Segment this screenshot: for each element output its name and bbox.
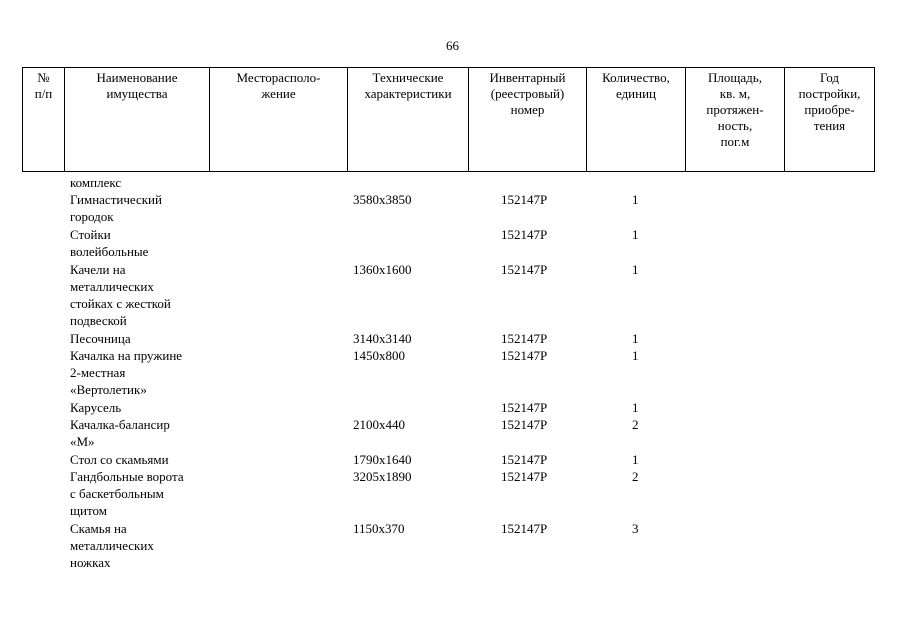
header-inventory: Инвентарный (реестровый) номер xyxy=(469,68,587,171)
item-quantity: 1 xyxy=(632,400,639,415)
item-tech: 2100x440 xyxy=(353,417,405,432)
item-inventory: 152147Р xyxy=(501,469,548,484)
item-name: комплекс xyxy=(70,175,122,190)
table-header xyxy=(22,67,875,172)
item-name: Гандбольные ворота с баскетбольным щитом xyxy=(70,469,184,518)
item-inventory: 152147Р xyxy=(501,521,548,536)
item-quantity: 2 xyxy=(632,469,639,484)
item-inventory: 152147Р xyxy=(501,262,548,277)
page-number: 66 xyxy=(446,38,459,53)
item-tech: 3140x3140 xyxy=(353,331,412,346)
item-quantity: 1 xyxy=(632,262,639,277)
item-name: Песочница xyxy=(70,331,131,346)
item-name: Качалка-балансир «М» xyxy=(70,417,170,449)
item-inventory: 152147Р xyxy=(501,348,548,363)
item-inventory: 152147Р xyxy=(501,417,548,432)
item-name: Скамья на металлических ножках xyxy=(70,521,154,570)
item-name: Качели на металлических стойках с жесткой подвеской xyxy=(70,262,171,328)
item-inventory: 152147Р xyxy=(501,452,548,467)
item-quantity: 1 xyxy=(632,227,639,242)
item-tech: 1150x370 xyxy=(353,521,405,536)
item-inventory: 152147Р xyxy=(501,192,548,207)
item-name: Стойки волейбольные xyxy=(70,227,149,259)
header-area: Площадь, кв. м, протяжен- ность, пог.м xyxy=(686,68,785,171)
item-quantity: 3 xyxy=(632,521,639,536)
item-quantity: 1 xyxy=(632,348,639,363)
item-quantity: 2 xyxy=(632,417,639,432)
item-inventory: 152147Р xyxy=(501,400,548,415)
item-quantity: 1 xyxy=(632,452,639,467)
item-tech: 3580x3850 xyxy=(353,192,412,207)
item-name: Стол со скамьями xyxy=(70,452,169,467)
item-quantity: 1 xyxy=(632,331,639,346)
item-name: Карусель xyxy=(70,400,122,415)
header-year: Год постройки, приобре- тения xyxy=(798,70,861,133)
item-tech: 1790x1640 xyxy=(353,452,412,467)
header-number: № п/п xyxy=(23,68,65,171)
header-name: Наименование имущества xyxy=(65,68,210,171)
item-quantity: 1 xyxy=(632,192,639,207)
header-location: Месторасполо- жение xyxy=(210,68,348,171)
item-name: Гимнастический городок xyxy=(70,192,162,224)
item-tech: 3205x1890 xyxy=(353,469,412,484)
header-technical: Технические характеристики xyxy=(348,68,469,171)
item-tech: 1450x800 xyxy=(353,348,405,363)
item-name: Качалка на пружине 2-местная «Вертолетик» xyxy=(70,348,183,397)
item-inventory: 152147Р xyxy=(501,331,548,346)
header-quantity: Количество, единиц xyxy=(587,68,686,171)
item-tech: 1360x1600 xyxy=(353,262,412,277)
item-inventory: 152147Р xyxy=(501,227,548,242)
